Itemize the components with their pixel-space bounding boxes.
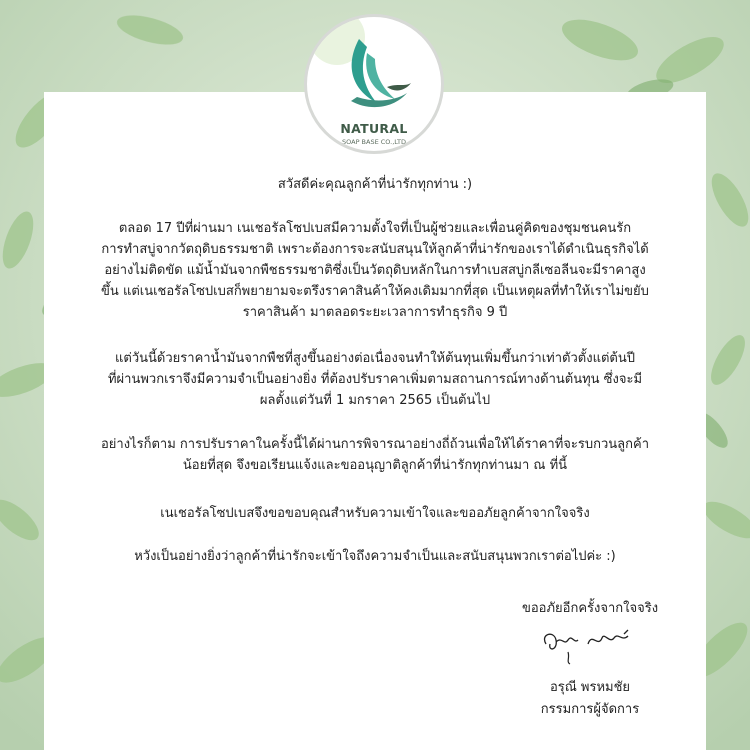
paragraph-2 — [44, 348, 706, 411]
paragraph-1-line: อย่างไม่ติดขัด แม้น้ำมันจากพืชธรรมชาติซึ่งเป็นวัตถุดิบหลักในการทำเบสสบู่กลีเซอลีนจะมีราคาสูง — [104, 263, 646, 278]
signer-title: กรรมการผู้จัดการ — [540, 702, 640, 717]
paragraph-1-line: ตลอด 17 ปีที่ผ่านมา เนเชอรัลโซปเบสมีความตั้งใจที่เป็นผู้ช่วยและเพื่อนคู่คิดของชุมชนคนรัก — [118, 221, 632, 236]
paragraph-3-line: อย่างไรก็ตาม การปรับราคาในครั้งนี้ได้ผ่านการพิจารณาอย่างถี่ถ้วนเพื่อให้ได้ราคาที่จะรบกวนลูกค้า — [100, 437, 650, 452]
paragraph-3-line: น้อยที่สุด จึงขอเรียนแจ้งและขออนุญาติลูกค้าที่น่ารักทุกท่านมา ณ ที่นี้ — [182, 458, 568, 473]
logo-company-text: SOAP BASE CO.,LTD — [342, 138, 406, 146]
greeting: สวัสดีค่ะคุณลูกค้าที่น่ารักทุกท่าน :) — [277, 177, 473, 192]
paragraph-5: หวังเป็นอย่างยิ่งว่าลูกค้าที่น่ารักจะเข้าใจถึงความจำเป็นและสนับสนุนพวกเราต่อไปค่ะ :) — [134, 549, 616, 564]
signer-name: อรุณี พรหมชัย — [549, 680, 631, 695]
paragraph-2-line: ผลตั้งแต่วันที่ 1 มกราคา 2565 เป็นต้นไป — [259, 393, 491, 408]
paragraph-1-line: การทำสบู่จากวัตถุดิบธรรมชาติ เพราะต้องการจะสนับสนุนให้ลูกค้าที่น่ารักของเราได้ดำเนินธุรกิจได้ — [101, 242, 649, 257]
paragraph-1-line: ราคาสินค้า มาตลอดระยะเวลาการทำธุรกิจ 9 ปี — [242, 305, 508, 320]
paragraph-4: เนเชอรัลโซปเบสจึงขอขอบคุณสำหรับความเข้าใจและขออภัยลูกค้าจากใจจริง — [160, 506, 590, 521]
logo-brand-text: NATURAL — [340, 121, 408, 136]
paragraph-3 — [44, 434, 706, 476]
signature — [538, 622, 638, 666]
paragraph-1-line: ขึ้น แต่เนเชอรัลโซปเบสก็พยายามจะตรึงราคาสินค้าให้คงเดิมมากที่สุด เป็นเหตุผลที่ทำให้เราไม่ขยับ — [101, 284, 649, 299]
paragraph-2-line: แต่วันนี้ด้วยราคาน้ำมันจากพืชที่สูงขึ้นอย่างต่อเนื่องจนทำให้ต้นทุนเพิ่มขึ้นกว่าเท่าตัวตั้งแต่ต้นปี — [115, 351, 635, 366]
company-logo — [304, 14, 444, 154]
closing-line: ขออภัยอีกครั้งจากใจจริง — [521, 601, 659, 616]
paragraph-1 — [44, 218, 706, 323]
paragraph-2-line: ที่ผ่านพวกเราจึงมีความจำเป็นอย่างยิ่ง ที่ต้องปรับราคาเพิ่มตามสถานการณ์ทางด้านต้นทุน ซึ่งจะมี — [107, 372, 643, 387]
